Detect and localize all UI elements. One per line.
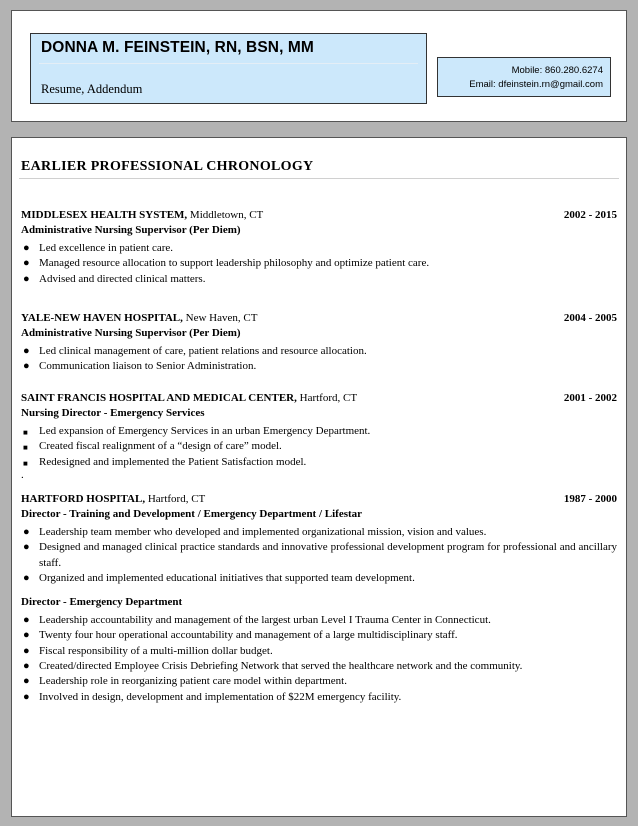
bullet-icon: ●	[23, 629, 30, 642]
list-item: ● Led excellence in patient care.	[21, 241, 617, 256]
bullet-list	[21, 241, 617, 287]
employer-name: YALE-NEW HAVEN HOSPITAL,	[21, 312, 183, 324]
job-header	[21, 391, 617, 406]
bullet-icon: ●	[23, 675, 30, 688]
role-title: Director - Training and Development / Emergency Department / Lifestar	[21, 508, 363, 520]
bullet-icon: ●	[23, 242, 30, 254]
section-divider	[19, 178, 619, 179]
document-subtitle: Resume, Addendum	[41, 82, 143, 96]
job-dates: 2002 - 2015	[563, 209, 617, 221]
role-title: Director - Emergency Department	[21, 596, 183, 609]
list-item: ● Organized and implemented educational initiatives that supported team development.	[21, 571, 617, 586]
list-item: ■ Created fiscal realignment of a “design of care” model.	[21, 439, 617, 454]
bullet-icon: ●	[23, 644, 30, 657]
job-dates: 1987 - 2000	[563, 493, 617, 505]
trailing-mark: .	[21, 468, 24, 481]
job-entry	[21, 311, 617, 375]
employer-name: HARTFORD HOSPITAL,	[21, 493, 146, 505]
employer-name: MIDDLESEX HEALTH SYSTEM,	[21, 209, 188, 221]
job-dates: 2004 - 2005	[563, 312, 617, 324]
bullet-icon: ●	[23, 272, 30, 285]
list-item: ● Advised and directed clinical matters.	[21, 272, 617, 287]
bullet-icon: ●	[23, 690, 30, 703]
role-title: Administrative Nursing Supervisor (Per Diem)	[21, 224, 241, 236]
bullet-icon: ●	[23, 660, 30, 673]
email-address: Email: dfeinstein.rn@gmail.com	[469, 79, 603, 90]
job-entry	[21, 208, 617, 287]
bullet-icon: ●	[23, 257, 30, 270]
contact-box	[437, 57, 611, 97]
bullet-icon: ●	[23, 360, 30, 373]
bullet-icon: ■	[23, 443, 28, 453]
employer-location: New Haven, CT	[185, 312, 258, 324]
job-entry	[21, 492, 617, 705]
bullet-icon: ●	[23, 345, 30, 357]
list-item: ● Involved in design, development and implementation of $22M emergency facility.	[21, 690, 617, 705]
bullet-list	[21, 613, 617, 705]
list-item: ● Leadership team member who developed and implemented organizational mission, vision and values.	[21, 525, 617, 540]
list-item: ● Managed resource allocation to support leadership philosophy and optimize patient care.	[21, 256, 617, 271]
job-header	[21, 492, 617, 507]
job-entry	[21, 391, 617, 480]
bullet-icon: ●	[23, 541, 30, 554]
list-item: ● Fiscal responsibility of a multi-million dollar budget.	[21, 644, 617, 659]
name-box	[30, 33, 427, 104]
job-dates: 2001 - 2002	[563, 392, 617, 404]
list-item: ● Led clinical management of care, patient relations and resource allocation.	[21, 344, 617, 359]
job-header	[21, 208, 617, 223]
mobile-number: Mobile: 860.280.6274	[511, 65, 603, 76]
bullet-icon: ■	[23, 428, 28, 437]
list-item: ● Leadership accountability and management of the largest urban Level I Trauma Center in Connecticut.	[21, 613, 617, 628]
employer-location: Hartford, CT	[299, 392, 358, 404]
employer-name: SAINT FRANCIS HOSPITAL AND MEDICAL CENTER,	[21, 392, 297, 404]
bullet-icon: ●	[23, 526, 30, 538]
bullet-icon: ●	[23, 571, 30, 584]
bullet-icon: ■	[23, 458, 28, 468]
list-item: ● Created/directed Employee Crisis Debriefing Network that served the healthcare network and the community.	[21, 659, 617, 674]
list-item: ● Twenty four hour operational accountability and management of a large multidisciplinary staff.	[21, 628, 617, 643]
list-item: ■ Led expansion of Emergency Services in an urban Emergency Department.	[21, 424, 617, 439]
bullet-icon: ●	[23, 614, 30, 627]
role-title: Nursing Director - Emergency Services	[21, 407, 205, 419]
bullet-list	[21, 424, 617, 470]
employer-location: Middletown, CT	[189, 209, 264, 221]
section-title: EARLIER PROFESSIONAL CHRONOLOGY	[21, 159, 314, 174]
employer-location: Hartford, CT	[147, 493, 206, 505]
name-divider	[39, 63, 418, 64]
list-item: ● Communication liaison to Senior Administration.	[21, 359, 617, 374]
bullet-list	[21, 525, 617, 586]
candidate-name: DONNA M. FEINSTEIN, RN, BSN, MM	[41, 39, 314, 56]
job-header	[21, 311, 617, 326]
bullet-list	[21, 344, 617, 375]
role-title: Administrative Nursing Supervisor (Per Diem)	[21, 327, 241, 339]
list-item: ● Leadership role in reorganizing patient care model within department.	[21, 674, 617, 689]
list-item: ■ Redesigned and implemented the Patient Satisfaction model.	[21, 455, 617, 470]
chronology-panel	[11, 137, 627, 817]
list-item: ● Designed and managed clinical practice standards and innovative professional development program for professional and ancillary staff.	[23, 541, 617, 569]
